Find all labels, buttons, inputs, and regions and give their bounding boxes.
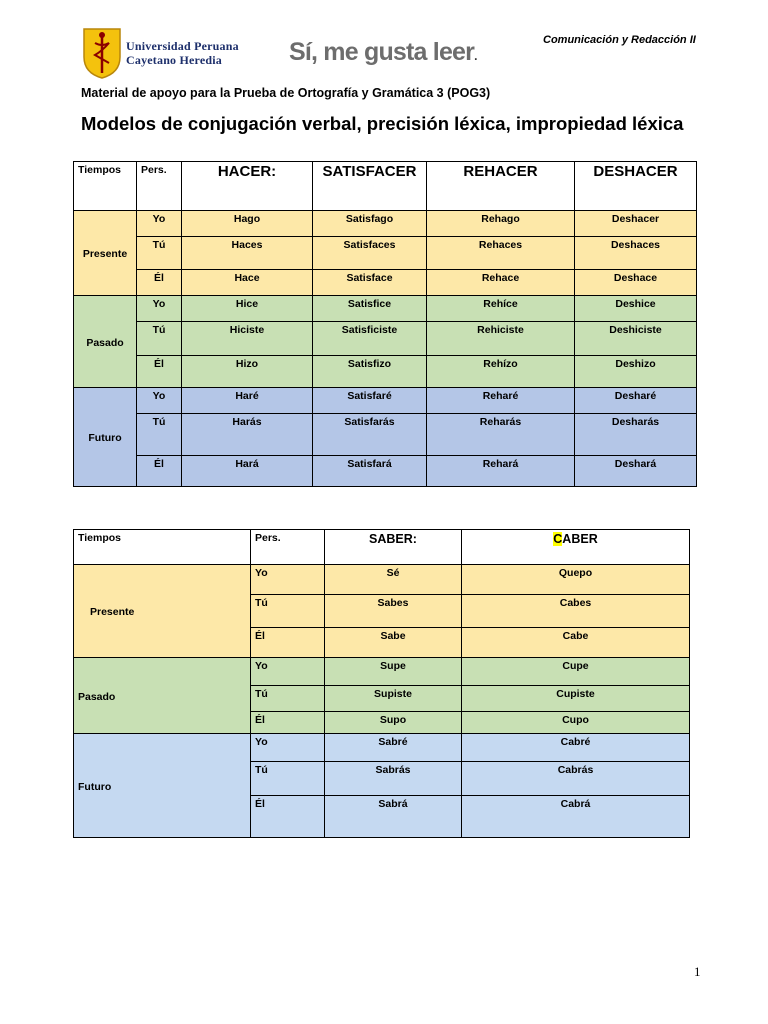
- conjugation-cell: Supe: [325, 658, 462, 686]
- header-tiempos: Tiempos: [74, 530, 251, 565]
- conjugation-cell: Sabré: [325, 734, 462, 762]
- header-verb-satisfacer: SATISFACER: [313, 162, 427, 211]
- conjugation-cell: Sabes: [325, 595, 462, 628]
- person-cell: Tú: [137, 414, 182, 456]
- slogan-text: Sí, me gusta leer: [289, 38, 475, 66]
- conjugation-table-hacer: [73, 161, 697, 487]
- course-name: Comunicación y Redacción II: [543, 34, 696, 46]
- conjugation-cell: Rehíce: [427, 296, 575, 322]
- conjugation-cell: Haré: [182, 388, 313, 414]
- header-verb-deshacer: DESHACER: [575, 162, 697, 211]
- conjugation-cell: Deshizo: [575, 356, 697, 388]
- conjugation-cell: Reharé: [427, 388, 575, 414]
- conjugation-cell: Sé: [325, 565, 462, 595]
- conjugation-cell: Satisfarás: [313, 414, 427, 456]
- header-verb-caber: [462, 530, 690, 565]
- conjugation-cell: Deshará: [575, 456, 697, 487]
- conjugation-cell: Hizo: [182, 356, 313, 388]
- tense-pasado: Pasado: [74, 296, 137, 388]
- person-cell: Yo: [251, 734, 325, 762]
- header-pers: Pers.: [251, 530, 325, 565]
- conjugation-cell: Cupe: [462, 658, 690, 686]
- conjugation-cell: Hice: [182, 296, 313, 322]
- table-row: [74, 211, 697, 237]
- conjugation-cell: Satisfizo: [313, 356, 427, 388]
- university-name: [126, 39, 239, 67]
- table-row: [74, 237, 697, 270]
- person-cell: Él: [137, 270, 182, 296]
- conjugation-cell: Deshice: [575, 296, 697, 322]
- conjugation-cell: Desharé: [575, 388, 697, 414]
- conjugation-cell: Rehará: [427, 456, 575, 487]
- conjugation-cell: Harás: [182, 414, 313, 456]
- table-row: [74, 270, 697, 296]
- conjugation-cell: Supiste: [325, 686, 462, 712]
- table-row: [74, 658, 690, 686]
- conjugation-cell: Sabrá: [325, 796, 462, 838]
- table-header-row: [74, 162, 697, 211]
- university-name-line2: Cayetano Heredia: [126, 53, 222, 67]
- slogan-dot: .: [474, 49, 478, 63]
- document-title: Modelos de conjugación verbal, precisión léxica, impropiedad léxica: [81, 113, 684, 134]
- table-row: [74, 322, 697, 356]
- tense-presente: Presente: [74, 211, 137, 296]
- header-verb-saber: SABER:: [325, 530, 462, 565]
- conjugation-cell: Satisfaces: [313, 237, 427, 270]
- person-cell: Yo: [137, 296, 182, 322]
- conjugation-cell: Cabrá: [462, 796, 690, 838]
- person-cell: Él: [251, 712, 325, 734]
- university-logo: [80, 27, 260, 81]
- conjugation-cell: Haces: [182, 237, 313, 270]
- person-cell: Él: [137, 456, 182, 487]
- slogan: [289, 38, 477, 67]
- conjugation-cell: Deshaces: [575, 237, 697, 270]
- conjugation-cell: Cupiste: [462, 686, 690, 712]
- header-pers: Pers.: [137, 162, 182, 211]
- conjugation-cell: Satisfago: [313, 211, 427, 237]
- person-cell: Él: [251, 796, 325, 838]
- conjugation-cell: Satisfará: [313, 456, 427, 487]
- table-row: [74, 456, 697, 487]
- conjugation-cell: Hago: [182, 211, 313, 237]
- conjugation-cell: Cabré: [462, 734, 690, 762]
- conjugation-cell: Rehago: [427, 211, 575, 237]
- conjugation-cell: Desharás: [575, 414, 697, 456]
- conjugation-cell: Satisficiste: [313, 322, 427, 356]
- person-cell: Yo: [251, 658, 325, 686]
- conjugation-cell: Quepo: [462, 565, 690, 595]
- table-row: [74, 356, 697, 388]
- conjugation-cell: Deshiciste: [575, 322, 697, 356]
- header-verb-hacer: HACER:: [182, 162, 313, 211]
- person-cell: Tú: [251, 686, 325, 712]
- table-row: [74, 565, 690, 595]
- table-row: [74, 296, 697, 322]
- conjugation-cell: Hace: [182, 270, 313, 296]
- person-cell: Él: [251, 628, 325, 658]
- conjugation-cell: Cupo: [462, 712, 690, 734]
- table-row: [74, 734, 690, 762]
- header-verb-caber-rest: ABER: [562, 532, 598, 546]
- person-cell: Tú: [137, 322, 182, 356]
- header-verb-rehacer: REHACER: [427, 162, 575, 211]
- person-cell: Tú: [251, 595, 325, 628]
- tense-presente: Presente: [74, 565, 251, 658]
- conjugation-cell: Rehízo: [427, 356, 575, 388]
- conjugation-cell: Hará: [182, 456, 313, 487]
- table-row: [74, 388, 697, 414]
- conjugation-cell: Satisface: [313, 270, 427, 296]
- conjugation-cell: Cabe: [462, 628, 690, 658]
- page-number: 1: [694, 964, 701, 979]
- conjugation-cell: Rehiciste: [427, 322, 575, 356]
- person-cell: Yo: [251, 565, 325, 595]
- conjugation-cell: Hiciste: [182, 322, 313, 356]
- conjugation-cell: Supo: [325, 712, 462, 734]
- person-cell: Yo: [137, 388, 182, 414]
- conjugation-cell: Reharás: [427, 414, 575, 456]
- header-tiempos: Tiempos: [74, 162, 137, 211]
- person-cell: Tú: [251, 762, 325, 796]
- tense-pasado: Pasado: [74, 658, 251, 734]
- conjugation-table-saber: [73, 529, 690, 838]
- conjugation-cell: Cabrás: [462, 762, 690, 796]
- person-cell: Tú: [137, 237, 182, 270]
- table-row: [74, 414, 697, 456]
- conjugation-cell: Cabes: [462, 595, 690, 628]
- university-name-line1: Universidad Peruana: [126, 39, 239, 53]
- conjugation-cell: Deshace: [575, 270, 697, 296]
- conjugation-cell: Rehaces: [427, 237, 575, 270]
- highlighted-letter: C: [553, 532, 563, 546]
- conjugation-cell: Sabe: [325, 628, 462, 658]
- conjugation-cell: Deshacer: [575, 211, 697, 237]
- conjugation-cell: Rehace: [427, 270, 575, 296]
- conjugation-cell: Sabrás: [325, 762, 462, 796]
- person-cell: Él: [137, 356, 182, 388]
- tense-futuro: Futuro: [74, 388, 137, 487]
- document-subtitle: Material de apoyo para la Prueba de Ortografía y Gramática 3 (POG3): [81, 86, 491, 100]
- conjugation-cell: Satisfice: [313, 296, 427, 322]
- conjugation-cell: Satisfaré: [313, 388, 427, 414]
- tense-futuro: Futuro: [74, 734, 251, 838]
- shield-icon: [82, 27, 122, 79]
- person-cell: Yo: [137, 211, 182, 237]
- table-header-row: [74, 530, 690, 565]
